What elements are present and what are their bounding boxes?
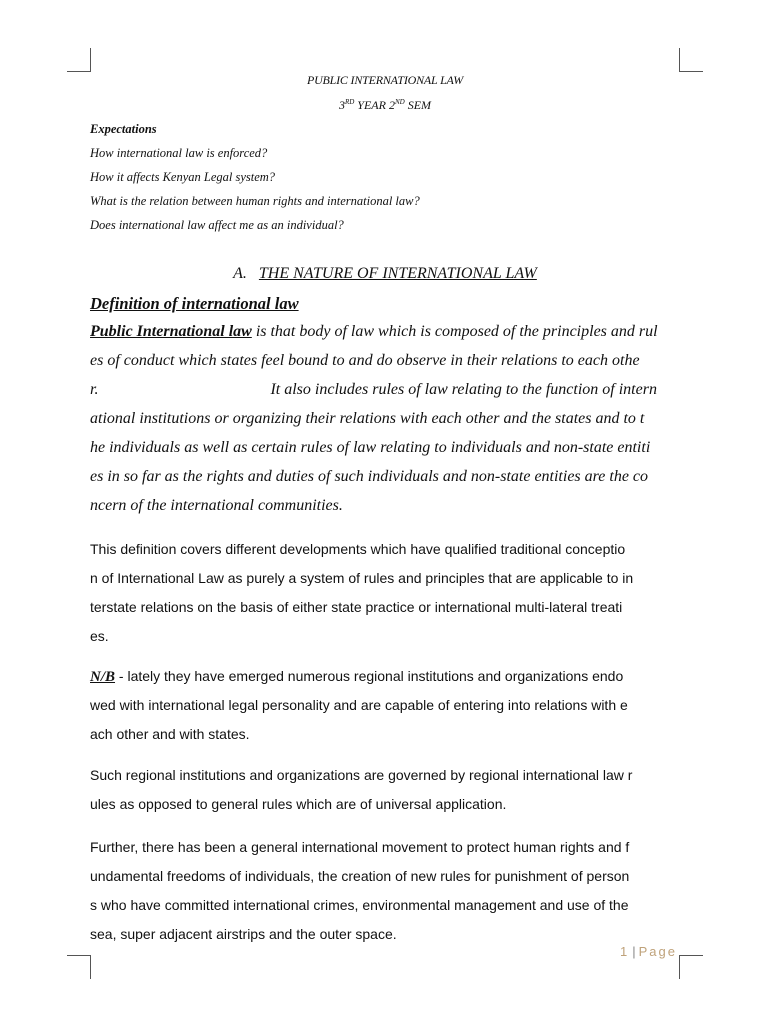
year-suffix: RD — [344, 98, 355, 106]
definition-line: ncern of the international communities. — [90, 497, 343, 514]
paragraph-line: es. — [90, 628, 109, 644]
document-title: PUBLIC INTERNATIONAL LAW — [306, 73, 464, 87]
expectation-item: How it affects Kenyan Legal system? — [90, 170, 276, 184]
sem-suffix: ND — [394, 98, 405, 106]
section-title: THE NATURE OF INTERNATIONAL LAW — [258, 265, 537, 282]
nb-label: N/B — [90, 669, 116, 685]
paragraph-line: sea, super adjacent airstrips and the outer space. — [90, 926, 397, 942]
crop-mark-bottom-left-v — [90, 955, 91, 979]
expectation-item: Does international law affect me as an individual? — [90, 218, 344, 232]
crop-mark-top-left-h — [67, 71, 91, 72]
definition-term: Public International law — [90, 323, 252, 340]
page-footer — [620, 944, 677, 959]
definition-line: r. It also includes rules of law relating to the function of intern — [90, 381, 657, 398]
sem-word: SEM — [404, 98, 432, 112]
paragraph-line: terstate relations on the basis of either state practice or international multi-lateral treati — [90, 599, 623, 615]
year-word: YEAR 2 — [354, 98, 395, 112]
definition-line: es in so far as the rights and duties of such individuals and non-state entities are the co — [90, 468, 649, 485]
definition-line: ational institutions or organizing their relations with each other and the states and to t — [90, 410, 645, 427]
paragraph-line: n of International Law as purely a system of rules and principles that are applicable to in — [90, 570, 634, 586]
crop-mark-top-right-v — [679, 48, 680, 72]
paragraph-line: ach other and with states. — [90, 726, 250, 742]
crop-mark-top-left-v — [90, 48, 91, 72]
year-number: 3 — [338, 98, 345, 112]
document-subtitle — [90, 98, 680, 113]
expectation-item: What is the relation between human rights and international law? — [90, 194, 420, 208]
paragraph-line: wed with international legal personality and are capable of entering into relations with e — [90, 697, 628, 713]
footer-separator: | — [632, 944, 636, 959]
expectations-heading: Expectations — [90, 122, 157, 136]
paragraph-line: Further, there has been a general international movement to protect human rights and f — [90, 839, 630, 855]
paragraph-line: Such regional institutions and organizations are governed by regional international law r — [90, 767, 633, 783]
section-number: A. — [233, 265, 247, 282]
paragraph-line: This definition covers different developments which have qualified traditional conceptio — [90, 541, 626, 557]
page-word: Page — [638, 944, 677, 959]
page-number: 1 — [620, 944, 630, 959]
definition-line: he individuals as well as certain rules of law relating to individuals and non-state entiti — [90, 439, 651, 456]
crop-mark-bottom-right-h — [679, 955, 703, 956]
paragraph-line: s who have committed international crimes, environmental management and use of the — [90, 897, 629, 913]
paragraph-line: ules as opposed to general rules which are of universal application. — [90, 796, 507, 812]
paragraph-line: N/B - lately they have emerged numerous regional institutions and organizations endo — [90, 668, 624, 685]
section-heading — [90, 265, 680, 283]
definition-line: Public International law is that body of law which is composed of the principles and rul — [90, 323, 658, 340]
expectation-item: How international law is enforced? — [90, 146, 268, 160]
crop-mark-bottom-left-h — [67, 955, 91, 956]
crop-mark-top-right-h — [679, 71, 703, 72]
definition-line: es of conduct which states feel bound to and do observe in their relations to each othe — [90, 352, 640, 369]
crop-mark-bottom-right-v — [679, 955, 680, 979]
paragraph-line: undamental freedoms of individuals, the creation of new rules for punishment of person — [90, 868, 630, 884]
definition-title: Definition of international law — [90, 294, 299, 313]
